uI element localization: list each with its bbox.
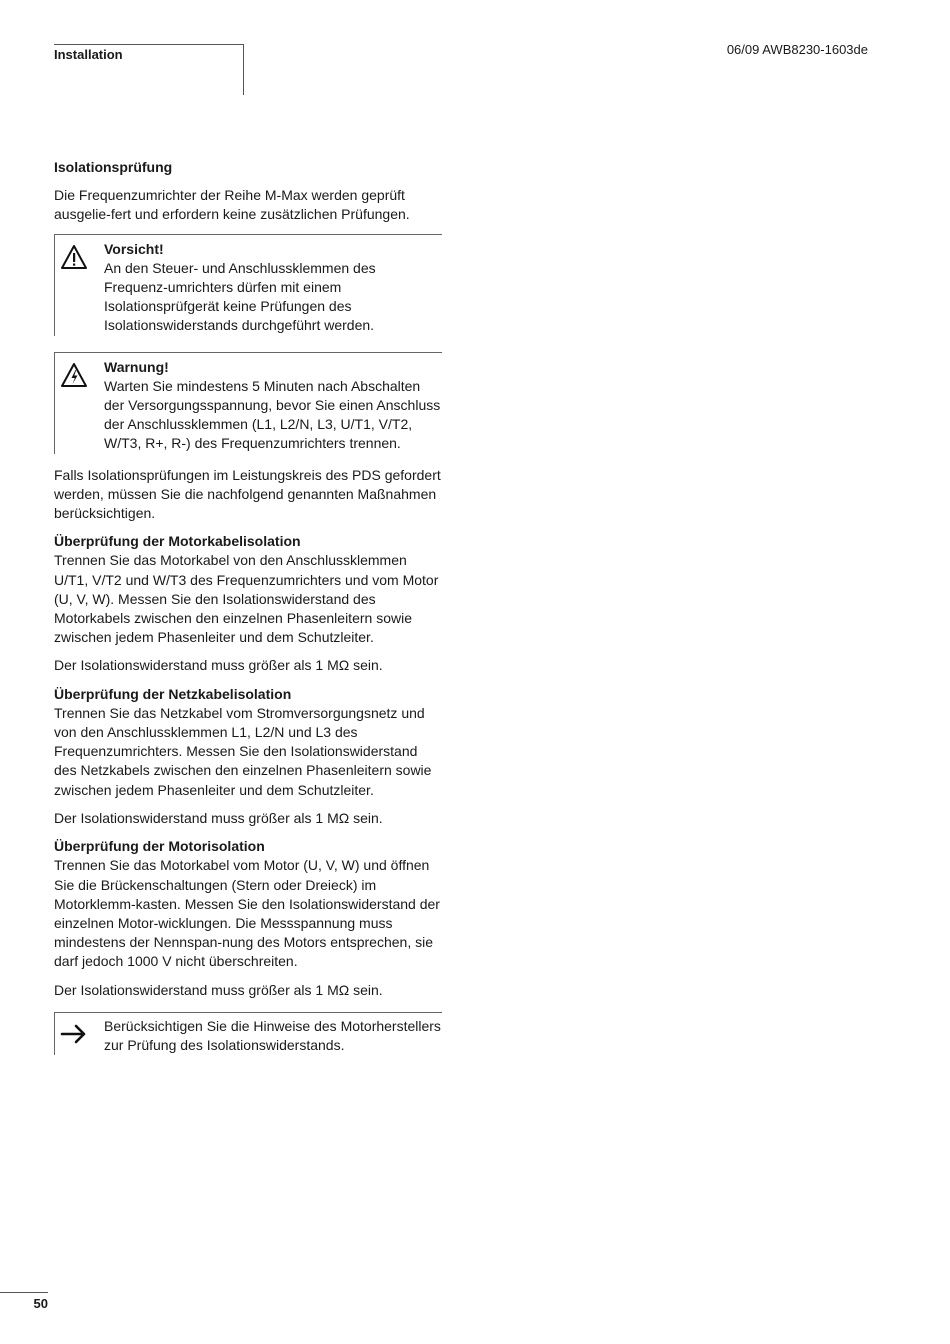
warning-text: Warten Sie mindestens 5 Minuten nach Abschalten der Versorgungsspannung, bevor Sie einen Anschluss der Anschlussklemmen (L1, L2/N, L3, U/T1, V/T2, W/T3, R+, R-) des Frequenzumrichters trennen. xyxy=(104,377,441,452)
hint-text: Berücksichtigen Sie die Hinweise des Motorherstellers zur Prüfung des Isolationswiderstands. xyxy=(104,1017,441,1053)
check-motor-cable xyxy=(54,532,442,647)
warning-triangle-icon xyxy=(60,244,88,270)
warning-title: Warnung! xyxy=(104,358,169,375)
check-result: Der Isolationswiderstand muss größer als 1 MΩ sein. xyxy=(54,809,383,826)
main-content xyxy=(54,158,442,1071)
caution-notice xyxy=(54,234,442,336)
check-heading: Überprüfung der Motorkabelisolation xyxy=(54,533,301,550)
section-title: Isolationsprüfung xyxy=(54,159,173,175)
check-result: Der Isolationswiderstand muss größer als 1 MΩ sein. xyxy=(54,657,383,674)
check-mains-cable xyxy=(54,685,442,800)
arrow-right-icon xyxy=(60,1021,88,1047)
check-heading: Überprüfung der Netzkabelisolation xyxy=(54,685,292,702)
caution-text: An den Steuer- und Anschlussklemmen des Frequenz-umrichters dürfen mit einem Isolationsprüfgerät keine Prüfungen des Isolationswiderstands durchgeführt werden. xyxy=(104,259,376,334)
document-reference: 06/09 AWB8230-1603de xyxy=(726,42,868,57)
check-heading: Überprüfung der Motorisolation xyxy=(54,838,265,855)
high-voltage-triangle-icon xyxy=(60,362,88,388)
header-section-box xyxy=(54,44,244,95)
pds-note: Falls Isolationsprüfungen im Leistungskreis des PDS gefordert werden, müssen Sie die nachfolgend genannten Maßnahmen berücksichtigen. xyxy=(54,466,441,522)
check-text: Trennen Sie das Motorkabel vom Motor (U, V, W) und öffnen Sie die Brückenschaltungen (Stern oder Dreieck) im Motorklemm-kasten. Messen Sie den Isolationswiderstand der einzelnen Motor-wicklungen. Die Messspannung muss mindestens der Nennspan-nung des Motors entsprechen, sie darf jedoch 1000 V nicht überschreiten. xyxy=(54,857,440,970)
check-motor xyxy=(54,837,442,971)
check-text: Trennen Sie das Netzkabel vom Stromversorgungsnetz und von den Anschlussklemmen L1, L2/N und L3 des Frequenzumrichters. Messen Sie den Isolationswiderstand des Netzkabels zwischen den einzelnen Phasenleitern sowie zwischen jedem Phasenleiter und dem Schutzleiter. xyxy=(54,704,432,798)
intro-paragraph: Die Frequenzumrichter der Reihe M-Max werden geprüft ausgelie-fert und erfordern keine zusätzlichen Prüfungen. xyxy=(54,187,410,223)
page-number: 50 xyxy=(0,1292,48,1311)
header-section-label: Installation xyxy=(54,47,123,62)
check-text: Trennen Sie das Motorkabel von den Anschlussklemmen U/T1, V/T2 und W/T3 des Frequenzumrichters und vom Motor (U, V, W). Messen Sie den Isolationswiderstand des Motorkabels zwischen den einzelnen Phasenleitern sowie zwischen jedem Phasenleiter und dem Schutzleiter. xyxy=(54,552,439,646)
hint-notice xyxy=(54,1012,442,1055)
check-result: Der Isolationswiderstand muss größer als 1 MΩ sein. xyxy=(54,981,383,998)
caution-title: Vorsicht! xyxy=(104,240,164,257)
warning-notice xyxy=(54,352,442,454)
